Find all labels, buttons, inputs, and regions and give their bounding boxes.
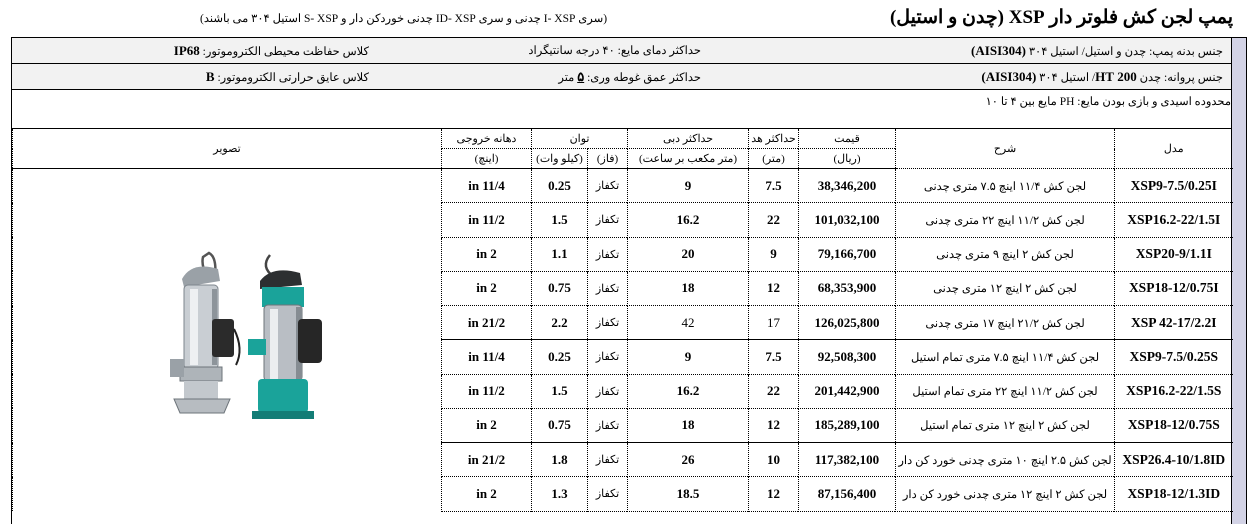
cell-outlet: 11/4 in xyxy=(442,340,532,374)
insulation-class: کلاس عایق حرارتی الکتروموتور: B xyxy=(205,69,369,84)
cell-description: لجن کش ۱۱/۴ اینچ ۷.۵ متری تمام استیل xyxy=(896,340,1115,374)
pump-illustration xyxy=(13,169,442,507)
impeller-material: جنس پروانه: چدن 200 HT/ استیل ۳۰۴ (AISI304) xyxy=(981,69,1223,84)
cell-flow: 42 xyxy=(628,306,749,340)
cell-model: XSP18-12/0.75I xyxy=(1115,271,1233,305)
cell-outlet: 2 in xyxy=(442,237,532,271)
page-subtitle: (سری I- XSP چدنی و سری ID- XSP چدنی خوردکن دار و S- XSP استیل ۳۰۴ می باشند) xyxy=(200,13,608,25)
cell-phase: تکفاز xyxy=(588,169,628,203)
header-outlet-unit: (اینچ) xyxy=(442,149,532,169)
price-table xyxy=(12,129,1231,524)
cell-model: XSP9-7.5/0.25I xyxy=(1115,169,1233,203)
header-flow: حداکثر دبی xyxy=(628,129,749,149)
max-depth: حداکثر عمق غوطه وری: ۵ متر xyxy=(558,69,701,84)
cell-head: 7.5 xyxy=(749,169,799,203)
header-power: توان xyxy=(532,129,628,149)
info-row-1 xyxy=(12,38,1231,64)
cell-description: لجن کش ۲۱/۲ اینچ ۱۷ متری چدنی xyxy=(896,306,1115,340)
cell-kw: 0.25 xyxy=(532,340,588,374)
cell-description: لجن کش ۱۱/۴ اینچ ۷.۵ متری چدنی xyxy=(896,169,1115,203)
header-outlet: دهانه خروجی xyxy=(442,129,532,149)
info-row-3 xyxy=(12,90,1231,129)
cell-flow: 9 xyxy=(628,340,749,374)
cell-phase: تکفاز xyxy=(588,408,628,442)
header-price-unit: (ریال) xyxy=(799,149,896,169)
cell-outlet: 11/2 in xyxy=(442,374,532,408)
header-kw-unit: (کیلو وات) xyxy=(532,149,588,169)
page-title: پمپ لجن کش فلوتر دار XSP (چدن و استیل) xyxy=(889,7,1233,28)
side-strip xyxy=(1231,38,1246,524)
table-row xyxy=(13,169,1233,203)
header-phase-unit: (فاز) xyxy=(588,149,628,169)
cell-head: 12 xyxy=(749,477,799,511)
cell-head: 10 xyxy=(749,443,799,477)
cell-kw: 0.25 xyxy=(532,169,588,203)
cell-kw: 0.75 xyxy=(532,271,588,305)
cell-description: لجن کش ۱۱/۲ اینچ ۲۲ متری چدنی xyxy=(896,203,1115,237)
cell-head: 17 xyxy=(749,306,799,340)
cell-model: XSP20-9/1.1I xyxy=(1115,237,1233,271)
cell-outlet: 2 in xyxy=(442,477,532,511)
cell-model: XSP16.2-22/1.5I xyxy=(1115,203,1233,237)
cell-description: لجن کش ۲.۵ اینچ ۱۰ متری چدنی خورد کن دار xyxy=(896,443,1115,477)
header-price: قیمت xyxy=(799,129,896,149)
cell-flow: 18 xyxy=(628,408,749,442)
cell-flow: 20 xyxy=(628,237,749,271)
header-flow-unit: (متر مکعب بر ساعت) xyxy=(628,149,749,169)
cell-model: XSP16.2-22/1.5S xyxy=(1115,374,1233,408)
cell-head: 12 xyxy=(749,408,799,442)
cell-model: XSP 42-17/2.2I xyxy=(1115,306,1233,340)
header-image: تصویر xyxy=(13,129,442,169)
cell-price: 101,032,100 xyxy=(799,203,896,237)
max-temperature: حداکثر دمای مایع: ۴۰ درجه سانتیگراد xyxy=(528,45,701,57)
cell-phase: تکفاز xyxy=(588,306,628,340)
ph-range: محدوده اسیدی و بازی بودن مایع: PH مایع بین ۴ تا ۱۰ xyxy=(985,96,1231,108)
cell-kw: 1.3 xyxy=(532,477,588,511)
cell-head: 12 xyxy=(749,271,799,305)
cell-price: 185,289,100 xyxy=(799,408,896,442)
cell-phase: تکفاز xyxy=(588,271,628,305)
body-material: جنس بدنه پمپ: چدن و استیل/ استیل ۳۰۴ (AISI304) xyxy=(971,43,1223,58)
header-description: شرح xyxy=(896,129,1115,169)
header-head: حداکثر هد xyxy=(749,129,799,149)
cell-flow: 16.2 xyxy=(628,203,749,237)
pump-image-cell xyxy=(13,169,442,512)
cell-outlet: 11/2 in xyxy=(442,203,532,237)
cell-outlet: 2 in xyxy=(442,271,532,305)
stainless-pump xyxy=(170,253,240,413)
cell-price: 201,442,900 xyxy=(799,374,896,408)
cell-kw: 1.8 xyxy=(532,443,588,477)
cell-outlet: 21/2 in xyxy=(442,306,532,340)
cell-phase: تکفاز xyxy=(588,477,628,511)
cell-price: 79,166,700 xyxy=(799,237,896,271)
cell-head: 22 xyxy=(749,203,799,237)
cell-price: 68,353,900 xyxy=(799,271,896,305)
cell-kw: 1.5 xyxy=(532,374,588,408)
cell-description: لجن کش ۲ اینچ ۱۲ متری چدنی xyxy=(896,271,1115,305)
cell-phase: تکفاز xyxy=(588,443,628,477)
cell-description: لجن کش ۲ اینچ ۱۲ متری تمام استیل xyxy=(896,408,1115,442)
cell-phase: تکفاز xyxy=(588,340,628,374)
cell-phase: تکفاز xyxy=(588,374,628,408)
cell-outlet: 21/2 in xyxy=(442,443,532,477)
cell-price: 92,508,300 xyxy=(799,340,896,374)
cell-head: 9 xyxy=(749,237,799,271)
cell-head: 22 xyxy=(749,374,799,408)
ip-class: کلاس حفاظت محیطی الکتروموتور: IP68 xyxy=(173,43,369,58)
cell-price: 126,025,800 xyxy=(799,306,896,340)
info-row-2 xyxy=(12,64,1231,90)
cell-flow: 9 xyxy=(628,169,749,203)
cell-price: 117,382,100 xyxy=(799,443,896,477)
cell-model: XSP18-12/0.75S xyxy=(1115,408,1233,442)
cell-kw: 1.1 xyxy=(532,237,588,271)
cell-model: XSP18-12/1.3ID xyxy=(1115,477,1233,511)
cell-description: لجن کش ۲ اینچ ۹ متری چدنی xyxy=(896,237,1115,271)
cell-flow: 16.2 xyxy=(628,374,749,408)
header-model: مدل xyxy=(1115,129,1233,169)
cell-flow: 26 xyxy=(628,443,749,477)
header-head-unit: (متر) xyxy=(749,149,799,169)
cell-description: لجن کش ۱۱/۲ اینچ ۲۲ متری تمام استیل xyxy=(896,374,1115,408)
cell-phase: تکفاز xyxy=(588,237,628,271)
cast-iron-pump xyxy=(248,255,322,419)
cell-price: 38,346,200 xyxy=(799,169,896,203)
cell-model: XSP9-7.5/0.25S xyxy=(1115,340,1233,374)
cell-description: لجن کش ۲ اینچ ۱۲ متری چدنی خورد کن دار xyxy=(896,477,1115,511)
cell-outlet: 11/4 in xyxy=(442,169,532,203)
cell-phase: تکفاز xyxy=(588,203,628,237)
cell-kw: 1.5 xyxy=(532,203,588,237)
cell-kw: 0.75 xyxy=(532,408,588,442)
cell-model: XSP26.4-10/1.8ID xyxy=(1115,443,1233,477)
cell-head: 7.5 xyxy=(749,340,799,374)
cell-flow: 18.5 xyxy=(628,477,749,511)
cell-kw: 2.2 xyxy=(532,306,588,340)
cell-flow: 18 xyxy=(628,271,749,305)
price-table-frame xyxy=(11,37,1247,524)
cell-price: 87,156,400 xyxy=(799,477,896,511)
cell-outlet: 2 in xyxy=(442,408,532,442)
